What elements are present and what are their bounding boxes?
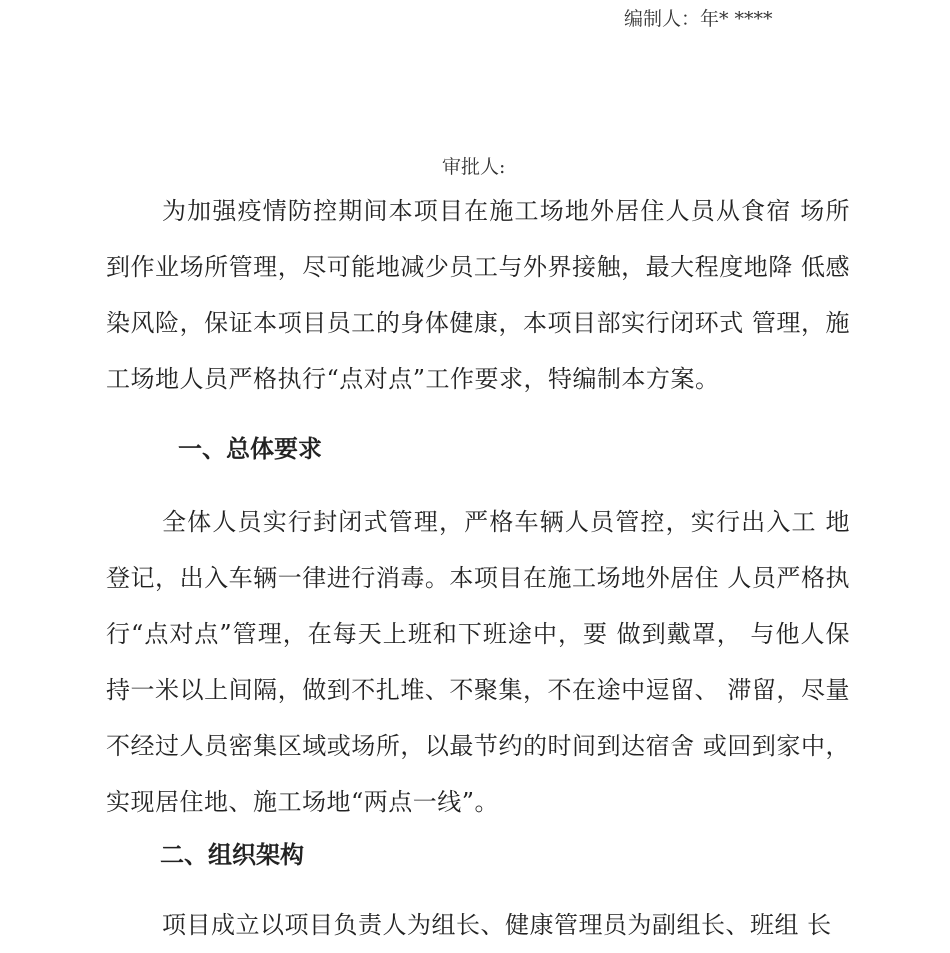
organization-paragraph: 项目成立以项目负责人为组长、健康管理员为副组长、班组 长 <box>162 911 832 939</box>
intro-paragraph: 为加强疫情防控期间本项目在施工场地外居住人员从食宿 场所到作业场所管理，尽可能地减少员工与外界接触，最大程度地降 低感染风险，保证本项目员工的身体健康，本项目部实行闭环式 管理，施工场地人员严格执行“点对点”工作要求，特编制本方案。 <box>106 197 850 393</box>
compiler-line: 编制人：年* **** <box>624 8 773 30</box>
approver-line: 审批人: <box>442 156 506 178</box>
general-requirements-paragraph: 全体人员实行封闭式管理，严格车辆人员管控，实行出入工 地登记，出入车辆一律进行消毒。本项目在施工场地外居住 人员严格执行“点对点”管理，在每天上班和下班途中，要 做到戴罩， 与他人保持一米以上间隔，做到不扎堆、不聚集，不在途中逗留、 滞留，尽量不经过人员密集区域或场所，以最节约的时间到达宿舍 或回到家中，实现居住地、施工场地“两点一线”。 <box>106 508 850 816</box>
section-heading-general-requirements: 一、总体要求 <box>178 434 322 463</box>
section-heading-organization: 二、组织架构 <box>160 840 304 869</box>
